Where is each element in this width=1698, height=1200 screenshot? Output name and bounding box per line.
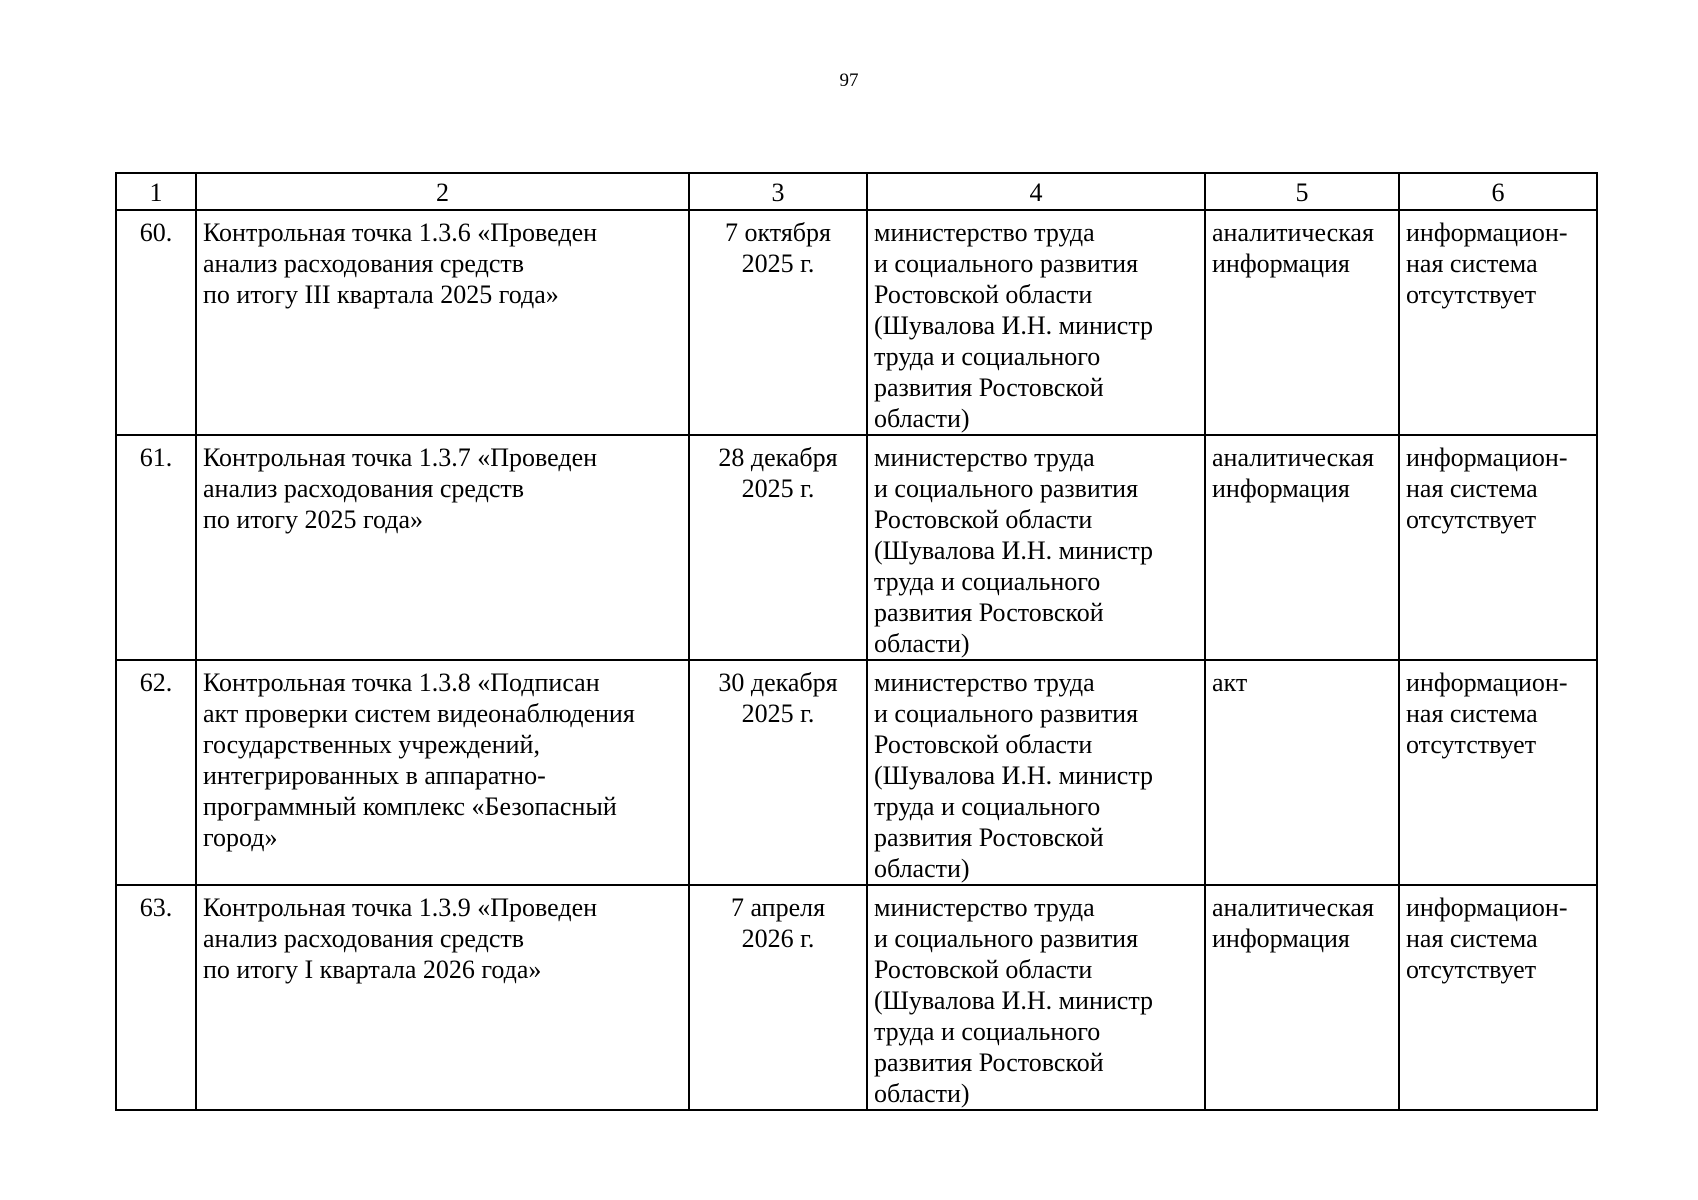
responsible-cell: министерство труда и социального развития Ростовской области (Шувалова И.Н. министр труда и социального развития Ростовской области) xyxy=(867,210,1205,435)
document-type-cell: аналитическая информация xyxy=(1205,435,1399,660)
responsible-cell: министерство труда и социального развития Ростовской области (Шувалова И.Н. министр труда и социального развития Ростовской области) xyxy=(867,885,1205,1110)
info-system-cell: информацион- ная система отсутствует xyxy=(1399,660,1597,885)
event-cell: Контрольная точка 1.3.6 «Проведен анализ расходования средств по итогу III квартала 2025 года» xyxy=(196,210,689,435)
table-header-row xyxy=(116,173,1597,210)
responsible-cell: министерство труда и социального развития Ростовской области (Шувалова И.Н. министр труда и социального развития Ростовской области) xyxy=(867,660,1205,885)
column-header-5: 5 xyxy=(1205,173,1399,210)
info-system-cell: информацион- ная система отсутствует xyxy=(1399,435,1597,660)
row-number: 60. xyxy=(116,210,196,435)
page-number: 97 xyxy=(839,70,859,91)
column-header-2: 2 xyxy=(196,173,689,210)
date-cell: 7 октября 2025 г. xyxy=(689,210,867,435)
event-cell: Контрольная точка 1.3.7 «Проведен анализ расходования средств по итогу 2025 года» xyxy=(196,435,689,660)
document-type-cell: аналитическая информация xyxy=(1205,885,1399,1110)
column-header-6: 6 xyxy=(1399,173,1597,210)
date-cell: 30 декабря 2025 г. xyxy=(689,660,867,885)
control-points-table xyxy=(115,172,1598,1111)
event-cell: Контрольная точка 1.3.8 «Подписан акт проверки систем видеонаблюдения государственных учреждений, интегрированных в аппаратно- программный комплекс «Безопасный город» xyxy=(196,660,689,885)
column-header-4: 4 xyxy=(867,173,1205,210)
event-cell: Контрольная точка 1.3.9 «Проведен анализ расходования средств по итогу I квартала 2026 года» xyxy=(196,885,689,1110)
row-number: 61. xyxy=(116,435,196,660)
date-cell: 7 апреля 2026 г. xyxy=(689,885,867,1110)
responsible-cell: министерство труда и социального развития Ростовской области (Шувалова И.Н. министр труда и социального развития Ростовской области) xyxy=(867,435,1205,660)
table-row xyxy=(116,660,1597,885)
document-type-cell: аналитическая информация xyxy=(1205,210,1399,435)
column-header-3: 3 xyxy=(689,173,867,210)
table-row xyxy=(116,885,1597,1110)
info-system-cell: информацион- ная система отсутствует xyxy=(1399,885,1597,1110)
date-cell: 28 декабря 2025 г. xyxy=(689,435,867,660)
table-row xyxy=(116,210,1597,435)
document-type-cell: акт xyxy=(1205,660,1399,885)
table-row xyxy=(116,435,1597,660)
info-system-cell: информацион- ная система отсутствует xyxy=(1399,210,1597,435)
row-number: 63. xyxy=(116,885,196,1110)
row-number: 62. xyxy=(116,660,196,885)
column-header-1: 1 xyxy=(116,173,196,210)
